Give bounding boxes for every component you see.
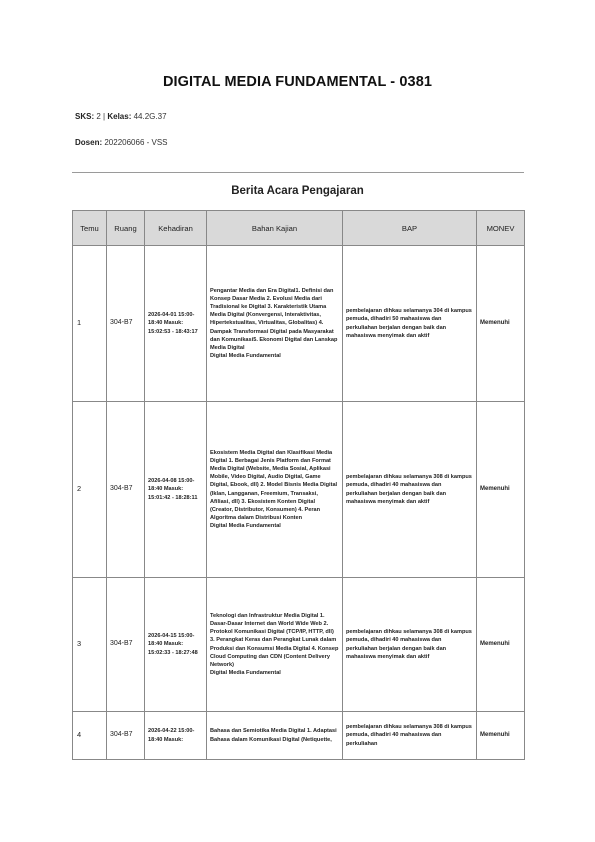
cell-temu: 2: [73, 402, 107, 578]
kelas-label: Kelas:: [107, 112, 132, 121]
meta-separator: |: [103, 112, 106, 121]
section-title: Berita Acara Pengajaran: [231, 185, 364, 197]
cell-ruang: 304-B7: [107, 578, 145, 712]
header-ruang: Ruang: [107, 211, 145, 246]
cell-bahan-kajian: Bahasa dan Semiotika Media Digital 1. Adaptasi Bahasa dalam Komunikasi Digital (Netiquette,: [207, 712, 343, 760]
cell-bap: pembelajaran dihkau selamanya 308 di kampus pemuda, dihadiri 40 mahasiswa dan perkuliahan berjalan dengan baik dan mahasiswa menyimak dan aktif: [343, 578, 477, 712]
cell-monev: Memenuhi: [477, 578, 525, 712]
table-row: [73, 578, 525, 712]
cell-temu: 1: [73, 246, 107, 402]
table-row: [73, 246, 525, 402]
cell-kehadiran: 2026-04-01 15:00-18:40 Masuk: 15:02:53 - 18:43:17: [145, 246, 207, 402]
cell-kehadiran: 2026-04-08 15:00-18:40 Masuk: 15:01:42 - 18:28:11: [145, 402, 207, 578]
cell-bap: pembelajaran dihkau selamanya 308 di kampus pemuda, dihadiri 40 mahasiswa dan perkuliahan: [343, 712, 477, 760]
dosen-label: Dosen:: [75, 138, 103, 147]
course-meta: [75, 112, 167, 121]
cell-bap: pembelajaran dihkau selamanya 308 di kampus pemuda, dihadiri 40 mahasiswa dan perkuliahan berjalan dengan baik dan mahasiswa menyimak dan aktif: [343, 402, 477, 578]
page-title: DIGITAL MEDIA FUNDAMENTAL - 0381: [162, 74, 433, 90]
cell-kehadiran: 2026-04-22 15:00-18:40 Masuk:: [145, 712, 207, 760]
header-bahan-kajian: Bahan Kajian: [207, 211, 343, 246]
header-kehadiran: Kehadiran: [145, 211, 207, 246]
lecturer-meta: [75, 138, 168, 147]
cell-ruang: 304-B7: [107, 246, 145, 402]
cell-ruang: 304-B7: [107, 402, 145, 578]
cell-bap: pembelajaran dihkau selamanya 304 di kampus pemuda, dihadiri 50 mahasiswa dan perkuliahan berjalan dengan baik dan mahasiswa menyimak dan aktif: [343, 246, 477, 402]
header-temu: Temu: [73, 211, 107, 246]
bap-table: [72, 210, 525, 760]
divider: [72, 172, 524, 173]
cell-bahan-kajian: Ekosistem Media Digital dan Klasifikasi Media Digital 1. Berbagai Jenis Platform dan Format Media Digital (Website, Media Sosial, Aplikasi Mobile, Video Digital, Audio Digital, Game Digital, Ebook, dll) 2. Model Bisnis Media Digital (Iklan, Langganan, Freemium, Transaksi, Afiliasi, dll) 3. Ekosistem Konten Digital (Creator, Distributor, Konsumen) 4. Peran Algoritma dalam Distribusi Konten Digital Media Fundamental: [207, 402, 343, 578]
cell-monev: Memenuhi: [477, 402, 525, 578]
sks-value: 2: [96, 112, 101, 121]
cell-temu: 3: [73, 578, 107, 712]
kelas-value: 44.2G.37: [133, 112, 167, 121]
table-row: [73, 712, 525, 760]
cell-bahan-kajian: Pengantar Media dan Era Digital1. Definisi dan Konsep Dasar Media 2. Evolusi Media dari Tradisional ke Digital 3. Karakteristik Utama Media Digital (Konvergensi, Interaktivitas, Hipertekstualitas, Virtualitas, Globalitas) 4. Dampak Transformasi Digital pada Masyarakat dan Komunikasi5. Ekonomi Digital dan Lanskap Media Digital Digital Media Fundamental: [207, 246, 343, 402]
cell-kehadiran: 2026-04-15 15:00-18:40 Masuk: 15:02:33 - 18:27:48: [145, 578, 207, 712]
cell-bahan-kajian: Teknologi dan Infrastruktur Media Digital 1. Dasar-Dasar Internet dan World Wide Web 2. Protokol Komunikasi Digital (TCP/IP, HTTP, dll) 3. Perangkat Keras dan Perangkat Lunak dalam Produksi dan Konsumsi Media Digital 4. Konsep Cloud Computing dan CDN (Content Delivery Network) Digital Media Fundamental: [207, 578, 343, 712]
dosen-value: 202206066 - VSS: [104, 138, 168, 147]
cell-monev: Memenuhi: [477, 712, 525, 760]
table-header-row: [73, 211, 525, 246]
cell-temu: 4: [73, 712, 107, 760]
table-row: [73, 402, 525, 578]
header-bap: BAP: [343, 211, 477, 246]
cell-ruang: 304-B7: [107, 712, 145, 760]
header-monev: MONEV: [477, 211, 525, 246]
sks-label: SKS:: [75, 112, 95, 121]
cell-monev: Memenuhi: [477, 246, 525, 402]
